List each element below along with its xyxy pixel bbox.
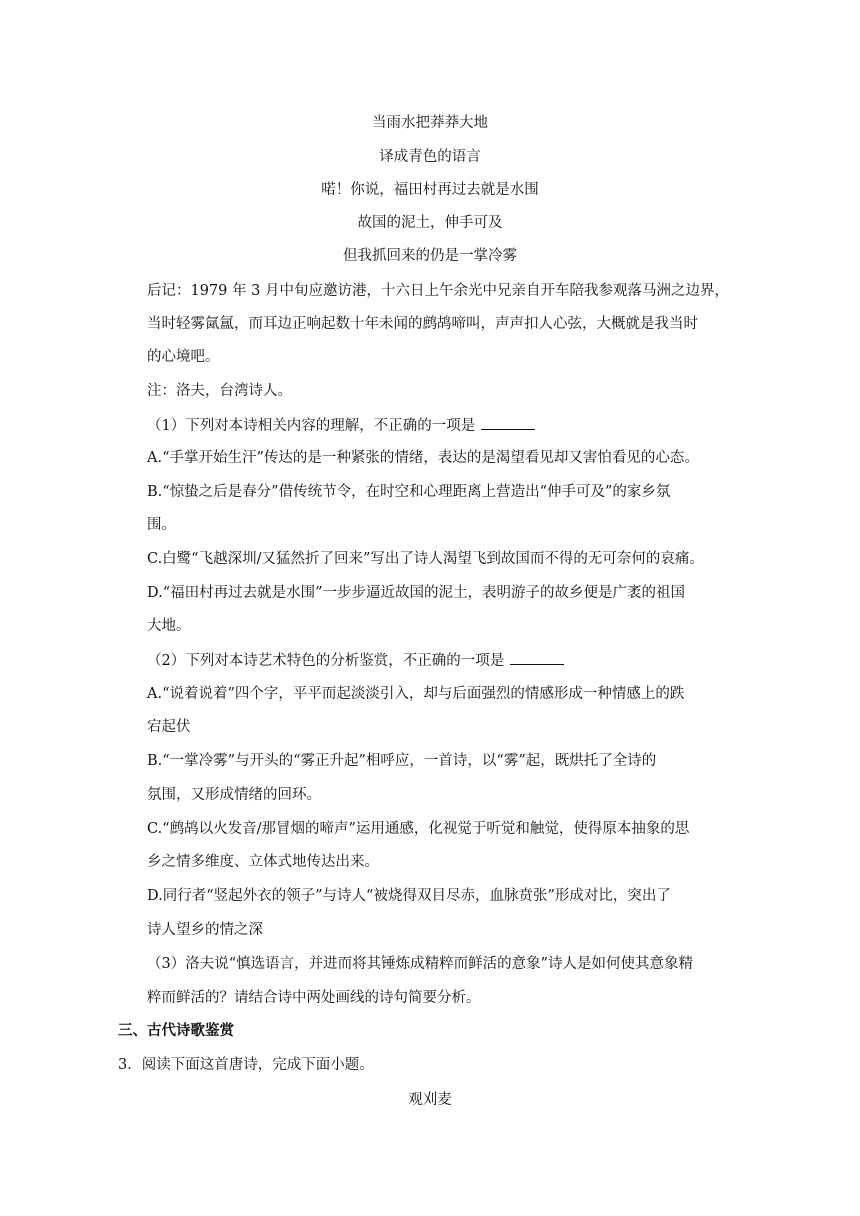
postscript-line-1: 后记：1979 年 3 月中旬应邀访港，十六日上午余光中兄亲自开车陪我参观落马洲之边界， bbox=[147, 283, 729, 299]
q3-line-1: （3）洛夫说“慎选语言，并进而将其锤炼成精粹而鲜活的意象”诗人是如何使其意象精 bbox=[147, 956, 694, 972]
poem-line-4: 故国的泥土，伸手可及 bbox=[357, 215, 503, 231]
note-text: 注：洛夫，台湾诗人。 bbox=[147, 383, 292, 399]
q2-option-b-line-1: B.“一掌冷雾”与开头的“雾正升起”相呼应，一首诗，以“雾”起，既烘托了全诗的 bbox=[147, 753, 657, 769]
poem-line-5: 但我抓回来的仍是一掌冷雾 bbox=[343, 248, 517, 264]
poem-title: 观刈麦 bbox=[408, 1092, 452, 1108]
q1-answer-blank[interactable] bbox=[481, 415, 535, 430]
q3-line-2: 粹而鲜活的？请结合诗中两处画线的诗句简要分析。 bbox=[147, 990, 481, 1006]
section-3-item: 3．阅读下面这首唐诗，完成下面小题。 bbox=[118, 1057, 374, 1073]
q1-option-b-line-1: B.“惊蛰之后是春分”借传统节令，在时空和心理距离上营造出“伸手可及”的家乡氛 bbox=[147, 484, 671, 500]
q2-option-d-line-1: D.同行者“竖起外衣的领子”与诗人“被烧得双目尽赤，血脉贲张”形成对比，突出了 bbox=[147, 888, 671, 904]
q2-option-c-line-1: C.“鹧鸪以火发音/那冒烟的啼声”运用通感，化视觉于听觉和触觉，使得原本抽象的思 bbox=[147, 821, 690, 837]
q2-option-b-line-2: 氛围，又形成情绪的回环。 bbox=[147, 787, 321, 803]
q1-option-d-line-1: D.“福田村再过去就是水围”一步步逼近故国的泥土，表明游子的故乡便是广袤的祖国 bbox=[147, 585, 686, 601]
poem-line-2: 译成青色的语言 bbox=[379, 149, 481, 165]
poem-line-3: 喏！你说，福田村再过去就是水围 bbox=[321, 182, 539, 198]
section-3-heading: 三、古代诗歌鉴赏 bbox=[118, 1023, 234, 1039]
postscript-line-3: 的心境吧。 bbox=[147, 349, 220, 365]
postscript-line-2: 当时轻雾氤氲，而耳边正响起数十年未闻的鹧鸪啼叫，声声扣人心弦，大概就是我当时 bbox=[147, 316, 698, 332]
q1-option-c: C.白鹭“飞越深圳/又猛然折了回来”写出了诗人渴望飞到故国而不得的无可奈何的哀痛。 bbox=[147, 551, 704, 567]
q1-stem-text: （1）下列对本诗相关内容的理解，不正确的一项是 bbox=[147, 418, 476, 434]
q2-option-a-line-2: 宕起伏 bbox=[147, 719, 191, 735]
q2-stem bbox=[147, 650, 730, 671]
q2-stem-text: （2）下列对本诗艺术特色的分析鉴赏，不正确的一项是 bbox=[147, 653, 505, 669]
q1-option-b-line-2: 围。 bbox=[147, 517, 176, 533]
q2-option-a-line-1: A.“说着说着”四个字，平平而起淡淡引入，却与后面强烈的情感形成一种情感上的跌 bbox=[147, 686, 685, 702]
q2-option-d-line-2: 诗人望乡的情之深 bbox=[147, 922, 263, 938]
q1-option-a: A.“手掌开始生汗”传达的是一种紧张的情绪，表达的是渴望看见却又害怕看见的心态。 bbox=[147, 450, 699, 466]
q1-stem bbox=[147, 415, 730, 436]
q2-option-c-line-2: 乡之情多维度、立体式地传达出来。 bbox=[147, 854, 379, 870]
poem-line-1: 当雨水把莽莽大地 bbox=[372, 115, 488, 131]
q2-answer-blank[interactable] bbox=[510, 650, 564, 665]
q1-option-d-line-2: 大地。 bbox=[147, 618, 191, 634]
